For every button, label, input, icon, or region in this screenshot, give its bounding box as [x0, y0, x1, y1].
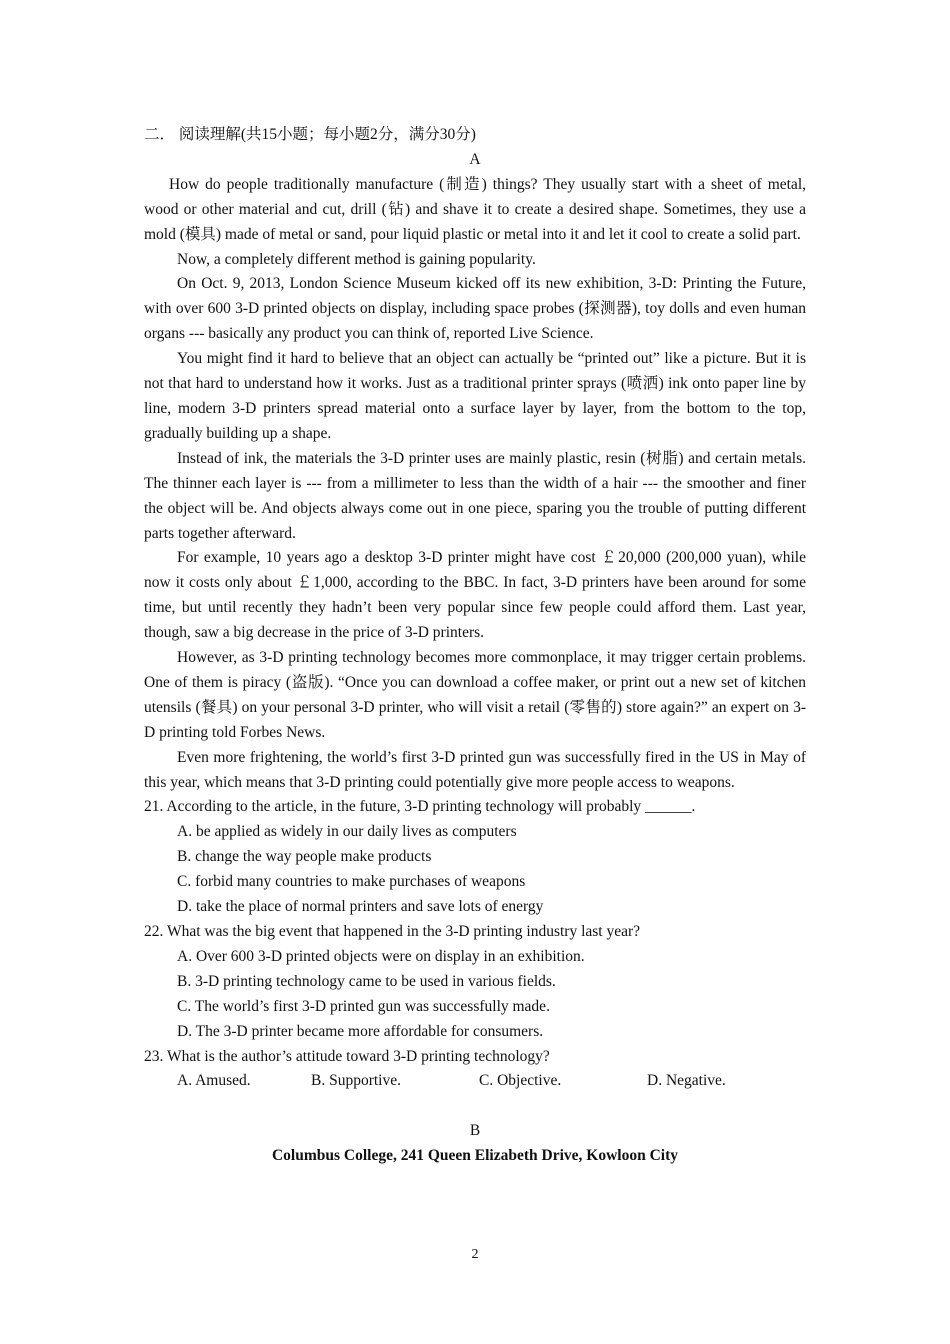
answer-option: C. forbid many countries to make purchases of weapons — [177, 873, 526, 891]
passage-b-label: B — [469, 1122, 481, 1140]
answer-option: D. The 3-D printer became more affordable for consumers. — [177, 1022, 544, 1040]
passage-paragraph: You might find it hard to believe that an object can actually be “printed out” like a picture. But it is not that hard to understand how it works. Just as a traditional printer sprays (喷洒) ink onto paper line by line, modern 3-D printers spread material onto a surface layer by layer, from the bottom to the top, gradually building up a shape. — [144, 350, 806, 442]
question-21 — [144, 795, 806, 920]
answer-option: B. change the way people make products — [177, 848, 432, 866]
answer-option: A. be applied as widely in our daily lives as computers — [177, 823, 517, 841]
answer-options-row — [177, 1069, 806, 1094]
passage-paragraph: Even more frightening, the world’s first 3-D printed gun was successfully fired in the US in May of this year, which means that 3-D printing could potentially give more people access to weapons. — [144, 748, 806, 791]
section-gap — [144, 1094, 806, 1119]
passage-paragraph: For example, 10 years ago a desktop 3-D printer might have cost ￡20,000 (200,000 yuan), while now it costs only about ￡1,000, according to the BBC. In fact, 3-D printers have been around for some time, but until recently they hadn’t been very popular since few people could afford them. Last year, though, saw a big decrease in the price of 3-D printers. — [144, 549, 806, 642]
answer-option: B. Supportive. — [311, 1072, 401, 1090]
answer-option: A. Amused. — [177, 1072, 251, 1090]
question-23 — [144, 1045, 806, 1095]
passage-b-title: Columbus College, 241 Queen Elizabeth Drive, Kowloon City — [271, 1147, 678, 1165]
passage-paragraph: How do people traditionally manufacture (制造) things? They usually start with a sheet of metal, wood or other material and cut, drill (钻) and shave it to create a desired shape. Sometimes, they use a mold (模具) made of metal or sand, pour liquid plastic or metal into it and let it cool to create a solid part. — [144, 175, 806, 243]
question-stem: 22. What was the big event that happened in the 3-D printing industry last year? — [144, 923, 641, 940]
answer-option: B. 3-D printing technology came to be used in various fields. — [177, 972, 556, 990]
page-content — [144, 123, 806, 1169]
answer-option: C. Objective. — [479, 1072, 562, 1090]
answer-option: D. Negative. — [647, 1072, 726, 1090]
answer-option: A. Over 600 3-D printed objects were on display in an exhibition. — [177, 947, 585, 965]
section-heading: 二． 阅读理解(共15小题；每小题2分，满分30分) — [144, 126, 476, 143]
page-number: 2 — [471, 1247, 479, 1262]
question-22 — [144, 920, 806, 1045]
passage-a-label: A — [469, 150, 481, 168]
passage-paragraph: Now, a completely different method is gaining popularity. — [177, 250, 536, 268]
answer-option: C. The world’s first 3-D printed gun was successfully made. — [177, 997, 550, 1015]
answer-option: D. take the place of normal printers and save lots of energy — [177, 898, 544, 916]
question-stem: 21. According to the article, in the future, 3-D printing technology will probably ______. — [144, 798, 696, 816]
passage-paragraph: On Oct. 9, 2013, London Science Museum kicked off its new exhibition, 3-D: Printing the Future, with over 600 3-D printed objects on display, including space probes (探测器), toy dolls and even human organs --- basically any product you can think of, reported Live Science. — [144, 275, 806, 343]
passage-paragraph: Instead of ink, the materials the 3-D printer uses are mainly plastic, resin (树脂) and certain metals. The thinner each layer is --- from a millimeter to less than the width of a hair --- the smoother and finer the object will be. And objects always come out in one piece, sparing you the trouble of putting different parts together afterward. — [144, 449, 806, 542]
passage-paragraph: However, as 3-D printing technology becomes more commonplace, it may trigger certain problems. One of them is piracy (盗版). “Once you can download a coffee maker, or print out a new set of kitchen utensils (餐具) on your personal 3-D printer, who will visit a retail (零售的) store again?” an expert on 3-D printing told Forbes News. — [144, 649, 806, 741]
question-stem: 23. What is the author’s attitude toward 3-D printing technology? — [144, 1047, 550, 1065]
